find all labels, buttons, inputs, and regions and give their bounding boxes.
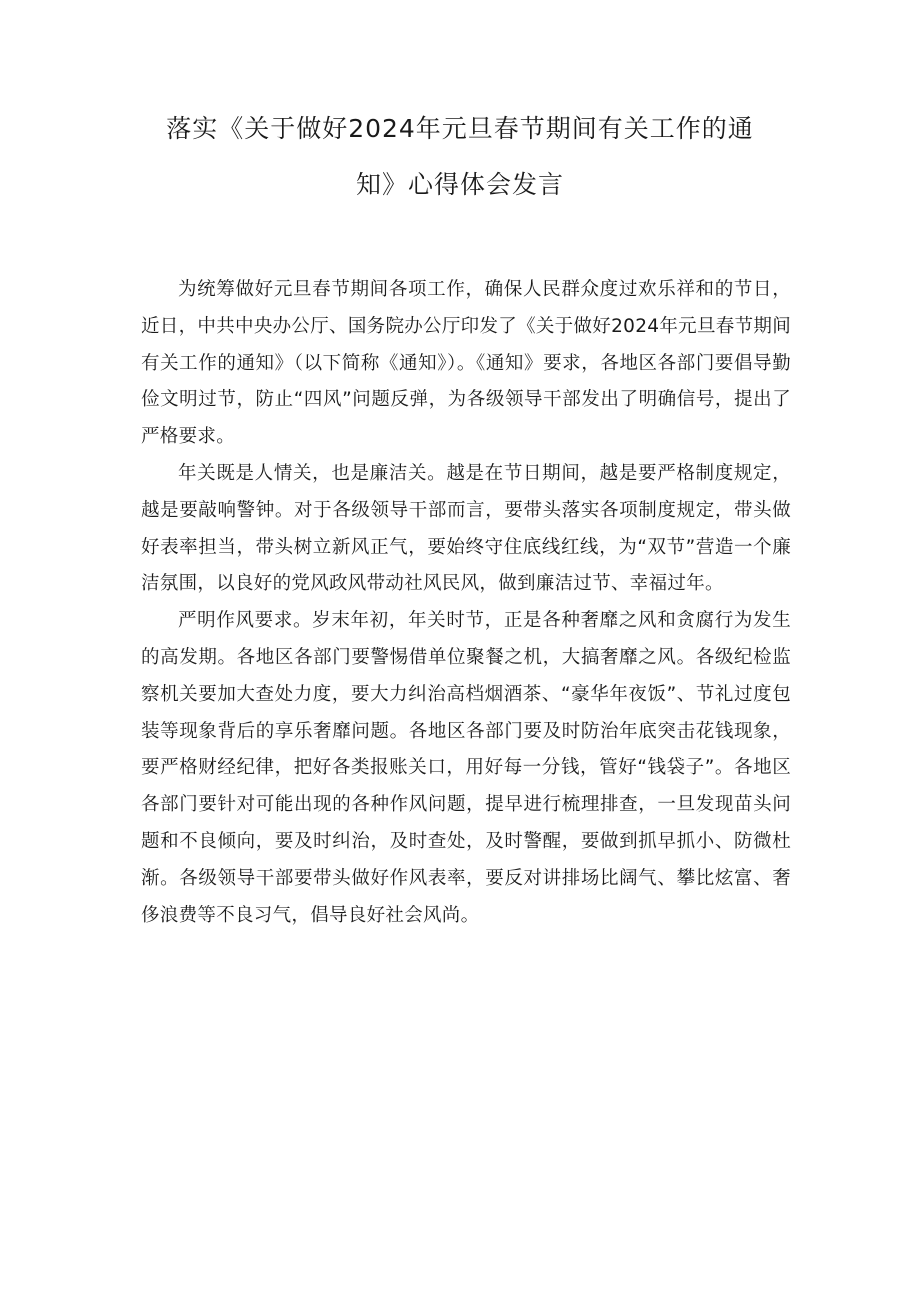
paragraph-2: 年关既是人情关，也是廉洁关。越是在节日期间，越是要严格制度规定，越是要敲响警钟。对于各级领导干部而言，要带头落实各项制度规定，带头做好表率担当，带头树立新风正气，要始终守住底线红线，为“双节”营造一个廉洁氛围，以良好的党风政风带动社风民风，做到廉洁过节、幸福过年。 <box>141 462 791 595</box>
document-title-line-1: 落实《关于做好2024年元旦春节期间有关工作的通 <box>166 114 754 143</box>
paragraph-1: 为统筹做好元旦春节期间各项工作，确保人民群众度过欢乐祥和的节日，近日，中共中央办公厅、国务院办公厅印发了《关于做好2024年元旦春节期间有关工作的通知》（以下简称《通知》）。《通知》要求，各地区各部门要倡导勤俭文明过节，防止“四风”问题反弹，为各级领导干部发出了明确信号，提出了严格要求。 <box>141 279 791 448</box>
paragraph-3: 严明作风要求。岁末年初，年关时节，正是各种奢靡之风和贪腐行为发生的高发期。各地区各部门要警惕借单位聚餐之机，大搞奢靡之风。各级纪检监察机关要加大查处力度，要大力纠治高档烟酒茶、“豪华年夜饭”、节礼过度包装等现象背后的享乐奢靡问题。各地区各部门要及时防治年底突击花钱现象，要严格财经纪律，把好各类报账关口，用好每一分钱，管好“钱袋子”。各地区各部门要针对可能出现的各种作风问题，提早进行梳理排查，一旦发现苗头问题和不良倾向，要及时纠治，及时查处，及时警醒，要做到抓早抓小、防微杜渐。各级领导干部要带头做好作风表率，要反对讲排场比阔气、攀比炫富、奢侈浪费等不良习气，倡导良好社会风尚。 <box>141 610 791 926</box>
document-title-line-2: 知》心得体会发言 <box>355 170 564 199</box>
document-body <box>141 272 791 934</box>
